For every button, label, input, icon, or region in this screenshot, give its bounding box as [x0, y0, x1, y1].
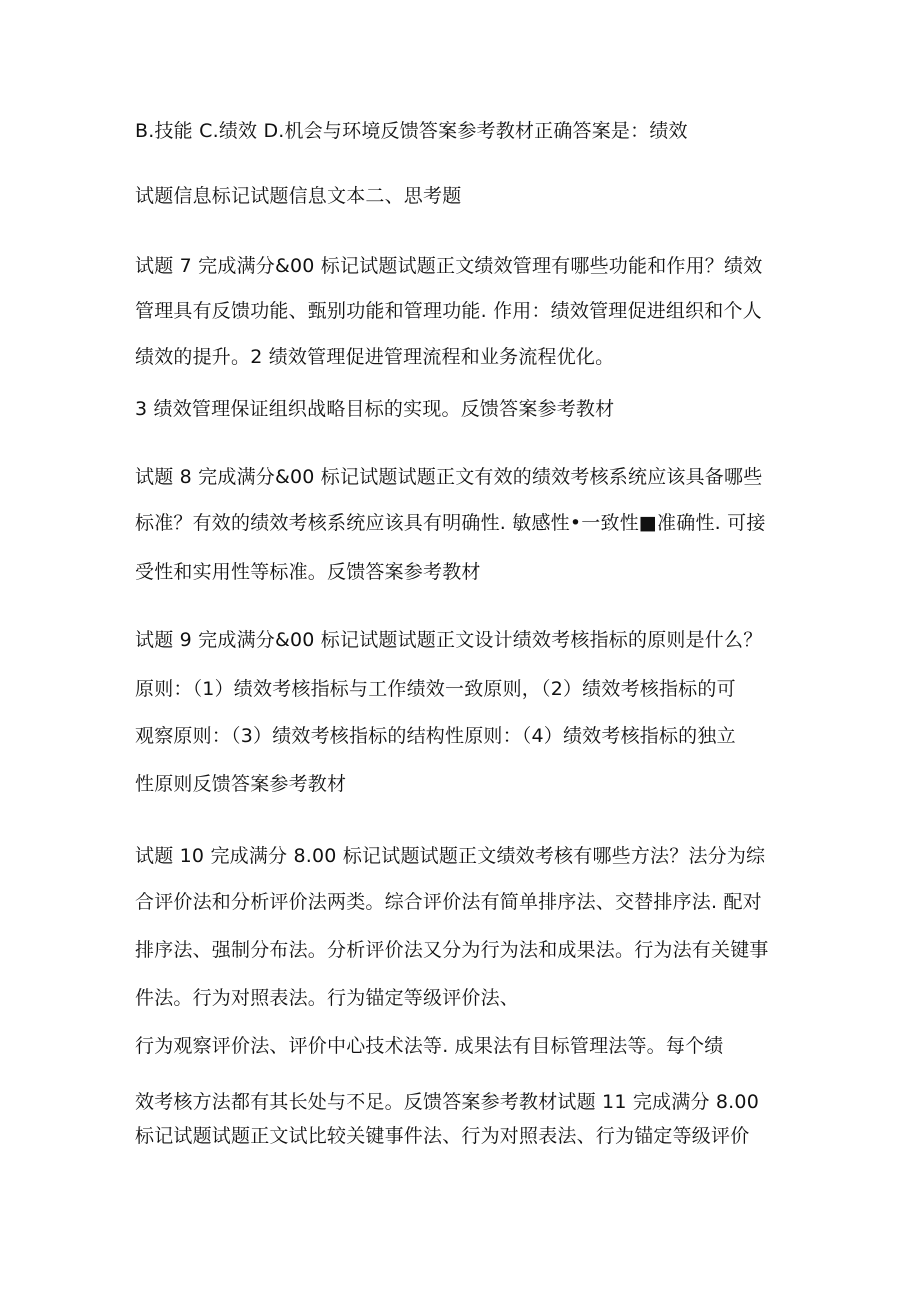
- line-5: 绩效的提升。2 绩效管理促进管理流程和业务流程优化。: [135, 346, 615, 368]
- line-4: 管理具有反馈功能、甄别功能和管理功能. 作用：绩效管理促进组织和个人: [135, 300, 762, 322]
- line-16: 排序法、强制分布法。分析评价法又分为行为法和成果法。行为法有关键事: [135, 939, 769, 961]
- line-14: 试题 10 完成满分 8.00 标记试题试题正文绩效考核有哪些方法？法分为综: [135, 845, 766, 867]
- line-15: 合评价法和分析评价法两类。综合评价法有简单排序法、交替排序法. 配对: [135, 891, 762, 913]
- line-18: 行为观察评价法、评价中心技术法等. 成果法有目标管理法等。每个绩: [135, 1035, 724, 1057]
- line-9: 受性和实用性等标准。反馈答案参考教材: [135, 561, 481, 583]
- line-2: 试题信息标记试题信息文本二、思考题: [135, 185, 462, 207]
- line-11: 原则：（1）绩效考核指标与工作绩效一致原则，（2）绩效考核指标的可: [135, 678, 736, 700]
- line-19: 效考核方法都有其长处与不足。反馈答案参考教材试题 11 完成满分 8.00: [135, 1091, 760, 1113]
- line-12: 观察原则：（3）绩效考核指标的结构性原则：（4）绩效考核指标的独立: [135, 725, 736, 747]
- line-3: 试题 7 完成满分&00 标记试题试题正文绩效管理有哪些功能和作用？绩效: [135, 255, 763, 277]
- line-20: 标记试题试题正文试比较关键事件法、行为对照表法、行为锚定等级评价: [135, 1125, 750, 1147]
- line-8: 标准？有效的绩效考核系统应该具有明确性. 敏感性•一致性■准确性. 可接: [135, 512, 766, 534]
- line-13: 性原则反馈答案参考教材: [135, 773, 347, 795]
- line-1: B.技能 C.绩效 D.机会与环境反馈答案参考教材正确答案是：绩效: [135, 120, 688, 142]
- line-7: 试题 8 完成满分&00 标记试题试题正文有效的绩效考核系统应该具备哪些: [135, 466, 763, 488]
- line-17: 件法。行为对照表法。行为锚定等级评价法、: [135, 987, 520, 1009]
- line-6: 3 绩效管理保证组织战略目标的实现。反馈答案参考教材: [135, 398, 615, 420]
- line-10: 试题 9 完成满分&00 标记试题试题正文设计绩效考核指标的原则是什么？: [135, 629, 763, 651]
